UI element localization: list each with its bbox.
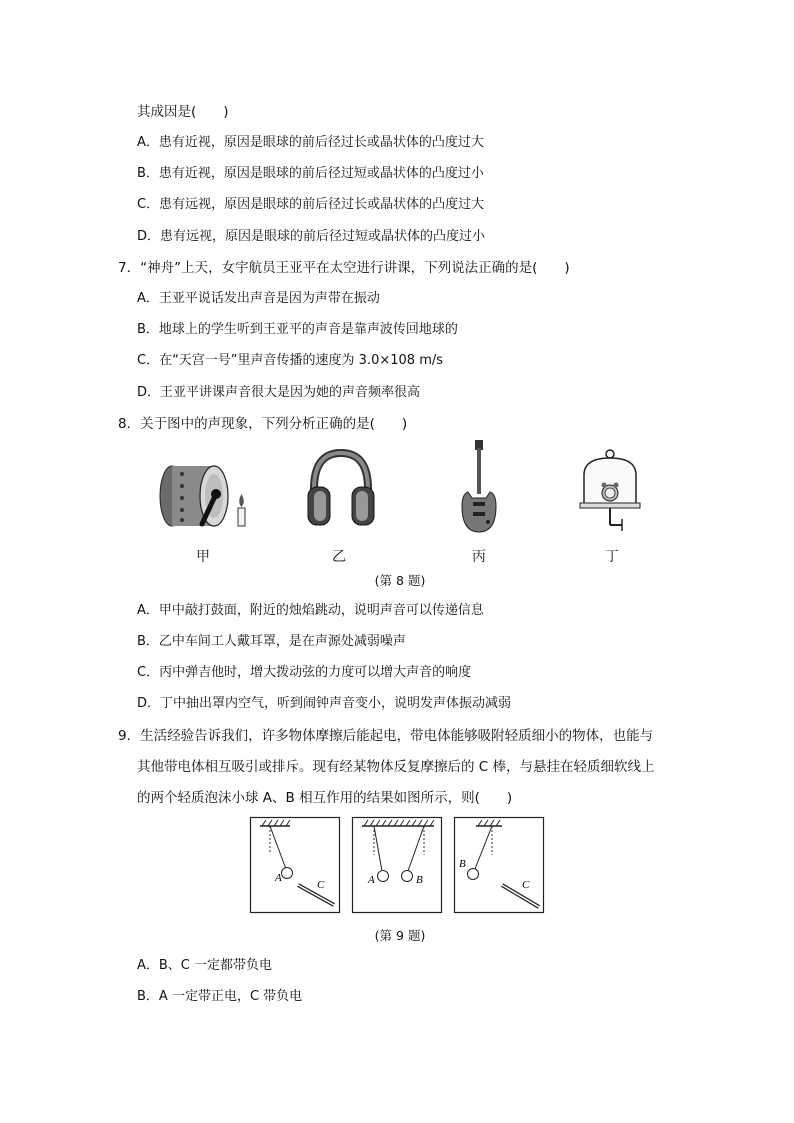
q7-option-c: C．在“天宫一号”里声音传播的速度为 3.0×108 m/s [137, 353, 444, 368]
q7-stem: 7．“神舟”上天，女宇航员王亚平在太空进行讲课，下列说法正确的是( ) [118, 260, 570, 276]
q6-option-c: C．患有远视，原因是眼球的前后径过长或晶状体的凸度过大 [137, 197, 485, 212]
q6-tail: 其成因是( ) [137, 104, 229, 120]
q8-figure-caption: (第 8 题) [374, 573, 426, 588]
panel1-rod-label: C [317, 879, 325, 891]
q9-stem-line-2: 其他带电体相互吸引或排斥。现有经某物体反复摩擦后的 C 棒，与悬挂在轻质细软线上 [137, 759, 655, 775]
pendulum-panel-2 [352, 817, 442, 913]
q8-option-d: D．丁中抽出罩内空气，听到闹钟声音变小，说明发声体振动减弱 [137, 696, 512, 711]
panel1-ball-label: A [275, 872, 282, 884]
earmuffs-figure [306, 449, 376, 529]
q7-option-b: B．地球上的学生听到王亚平的声音是靠声波传回地球的 [137, 322, 458, 337]
q9-option-a: A．B、C 一定都带负电 [137, 958, 273, 973]
panel3-ball-label: B [459, 858, 466, 870]
pendulum-panel-1 [250, 817, 340, 913]
panel3-rod-label: C [522, 879, 530, 891]
q7-option-d: D．王亚平讲课声音很大是因为她的声音频率很高 [137, 385, 421, 400]
q9-stem-line-3: 的两个轻质泡沫小球 A、B 相互作用的结果如图所示，则( ) [137, 790, 513, 806]
q6-option-d: D．患有远视，原因是眼球的前后径过短或晶状体的凸度过小 [137, 229, 486, 244]
panel2-ball-a-label: A [368, 874, 375, 886]
bell-jar-figure [578, 449, 642, 533]
q9-figure-caption: (第 9 题) [374, 928, 426, 943]
q9-option-b: B．A 一定带正电，C 带负电 [137, 989, 303, 1004]
drum-candle-figure [158, 462, 250, 532]
q8-stem: 8．关于图中的声现象，下列分析正确的是( ) [118, 416, 408, 432]
panel2-ball-b-label: B [416, 874, 423, 886]
q8-option-b: B．乙中车间工人戴耳罩，是在声源处减弱噪声 [137, 634, 406, 649]
q6-option-b: B．患有近视，原因是眼球的前后径过短或晶状体的凸度过小 [137, 166, 484, 181]
q8-option-c: C．丙中弹吉他时，增大拨动弦的力度可以增大声音的响度 [137, 665, 472, 680]
q9-stem-line-1: 9．生活经验告诉我们，许多物体摩擦后能起电，带电体能够吸附轻质细小的物体，也能与 [118, 728, 654, 744]
figure-label-yi: 乙 [332, 549, 346, 565]
figure-label-ding: 丁 [605, 549, 619, 565]
figure-label-jia: 甲 [196, 549, 210, 565]
guitar-figure [458, 440, 500, 536]
figure-label-bing: 丙 [472, 549, 486, 565]
q6-option-a: A．患有近视，原因是眼球的前后径过长或晶状体的凸度过大 [137, 135, 484, 150]
q7-option-a: A．王亚平说话发出声音是因为声带在振动 [137, 291, 380, 306]
pendulum-panel-3 [454, 817, 544, 913]
q8-option-a: A．甲中敲打鼓面，附近的烛焰跳动，说明声音可以传递信息 [137, 603, 484, 618]
